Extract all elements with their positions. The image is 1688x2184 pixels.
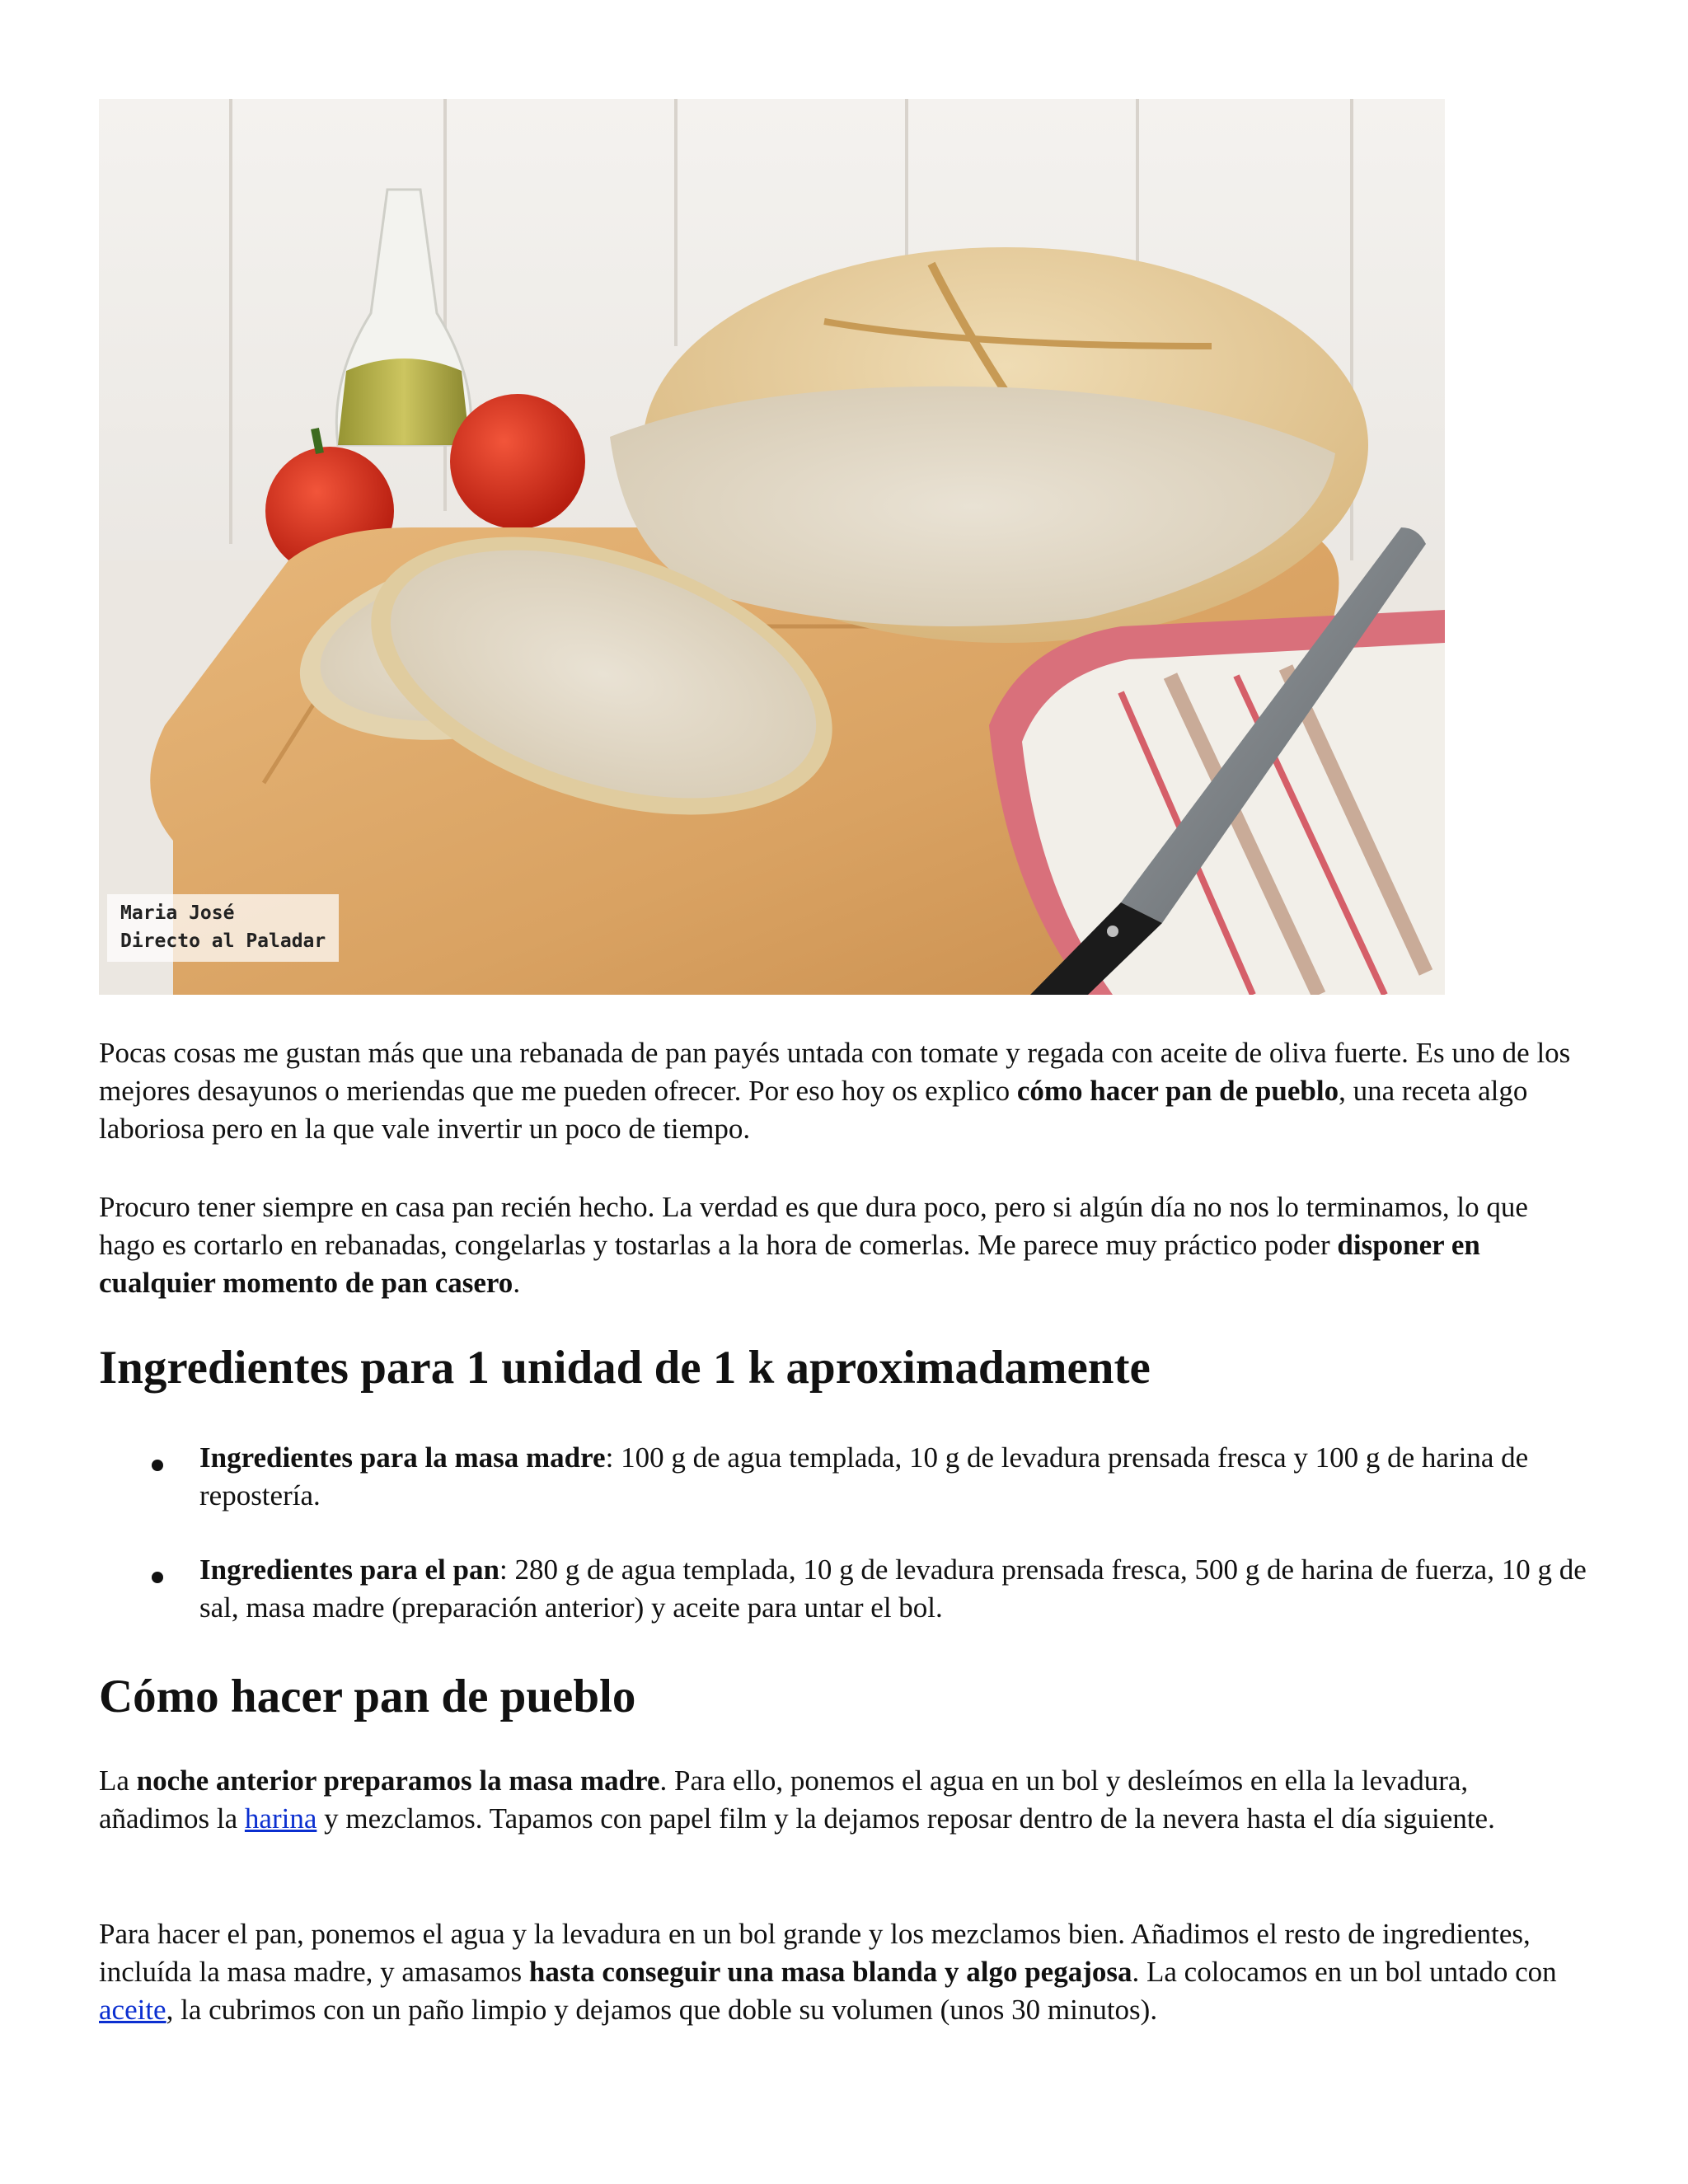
second-bold: disponer en cualquier momento de pan casero bbox=[99, 1229, 1480, 1299]
second-paragraph bbox=[99, 1188, 1582, 1302]
intro-paragraph bbox=[99, 1034, 1582, 1148]
method2-text-1: Para hacer el pan, ponemos el agua y la levadura en un bol grande y los mezclamos bien. Añadimos el resto de ingredientes, incluída la masa madre, y amasamos bbox=[99, 1918, 1531, 1988]
intro-bold: cómo hacer pan de pueblo bbox=[1016, 1075, 1339, 1107]
aceite-link[interactable]: aceite bbox=[99, 1994, 166, 2026]
photo-credit-site: Directo al Paladar bbox=[120, 930, 326, 952]
ingredient-item-1-label: Ingredientes para la masa madre bbox=[199, 1441, 606, 1474]
ingredients-heading: Ingredientes para 1 unidad de 1 k aproximadamente bbox=[99, 1342, 1151, 1394]
ingredient-item-2-label: Ingredientes para el pan bbox=[199, 1554, 499, 1586]
method-paragraph-2 bbox=[99, 1915, 1582, 2029]
harina-link[interactable]: harina bbox=[244, 1802, 317, 1835]
method1-bold: noche anterior preparamos la masa madre bbox=[136, 1765, 660, 1797]
ingredient-item-1-text: : 100 g de agua templada, 10 g de levadura prensada fresca y 100 g de harina de repostería. bbox=[199, 1441, 1529, 1511]
bread-photo-illustration bbox=[99, 99, 1445, 995]
ingredient-item-2 bbox=[199, 1551, 1592, 1627]
method2-text-2: . La colocamos en un bol untado con bbox=[1132, 1956, 1557, 1988]
method2-bold: hasta conseguir una masa blanda y algo pegajosa bbox=[528, 1956, 1132, 1988]
ingredient-item-2-text: : 280 g de agua templada, 10 g de levadura prensada fresca, 500 g de harina de fuerza, 10 g de sal, masa madre (preparación anterior) y aceite para untar el bol. bbox=[199, 1554, 1587, 1624]
bullet-1 bbox=[152, 1460, 163, 1471]
ingredient-item-1 bbox=[199, 1439, 1592, 1515]
intro-text-1: Pocas cosas me gustan más que una rebanada de pan payés untada con tomate y regada con aceite de oliva fuerte. Es uno de los mejores desayunos o meriendas que me pueden ofrecer. Por eso hoy os explico bbox=[99, 1037, 1571, 1107]
method-heading: Cómo hacer pan de pueblo bbox=[99, 1671, 636, 1722]
method1-text-2: . Para ello, ponemos el agua en un bol y desleímos en ella la levadura, añadimos la bbox=[99, 1765, 1469, 1835]
second-text-2: . bbox=[513, 1267, 521, 1299]
method1-text-3: y mezclamos. Tapamos con papel film y la dejamos reposar dentro de la nevera hasta el día siguiente. bbox=[316, 1802, 1495, 1835]
photo-credit-author: Maria José bbox=[120, 902, 235, 924]
bullet-2 bbox=[152, 1572, 163, 1583]
method-paragraph-1 bbox=[99, 1762, 1582, 1838]
photo-credit bbox=[107, 894, 339, 962]
bread-photo bbox=[99, 99, 1445, 995]
intro-text-2: , una receta algo laboriosa pero en la que vale invertir un poco de tiempo. bbox=[99, 1075, 1528, 1145]
method1-text-1: La bbox=[99, 1765, 137, 1797]
method2-text-3: , la cubrimos con un paño limpio y dejamos que doble su volumen (unos 30 minutos). bbox=[166, 1994, 1158, 2026]
second-text-1: Procuro tener siempre en casa pan recién hecho. La verdad es que dura poco, pero si algún día no nos lo terminamos, lo que hago es cortarlo en rebanadas, congelarlas y tostarlas a la hora de comerlas. Me parece muy práctico poder bbox=[99, 1191, 1528, 1261]
